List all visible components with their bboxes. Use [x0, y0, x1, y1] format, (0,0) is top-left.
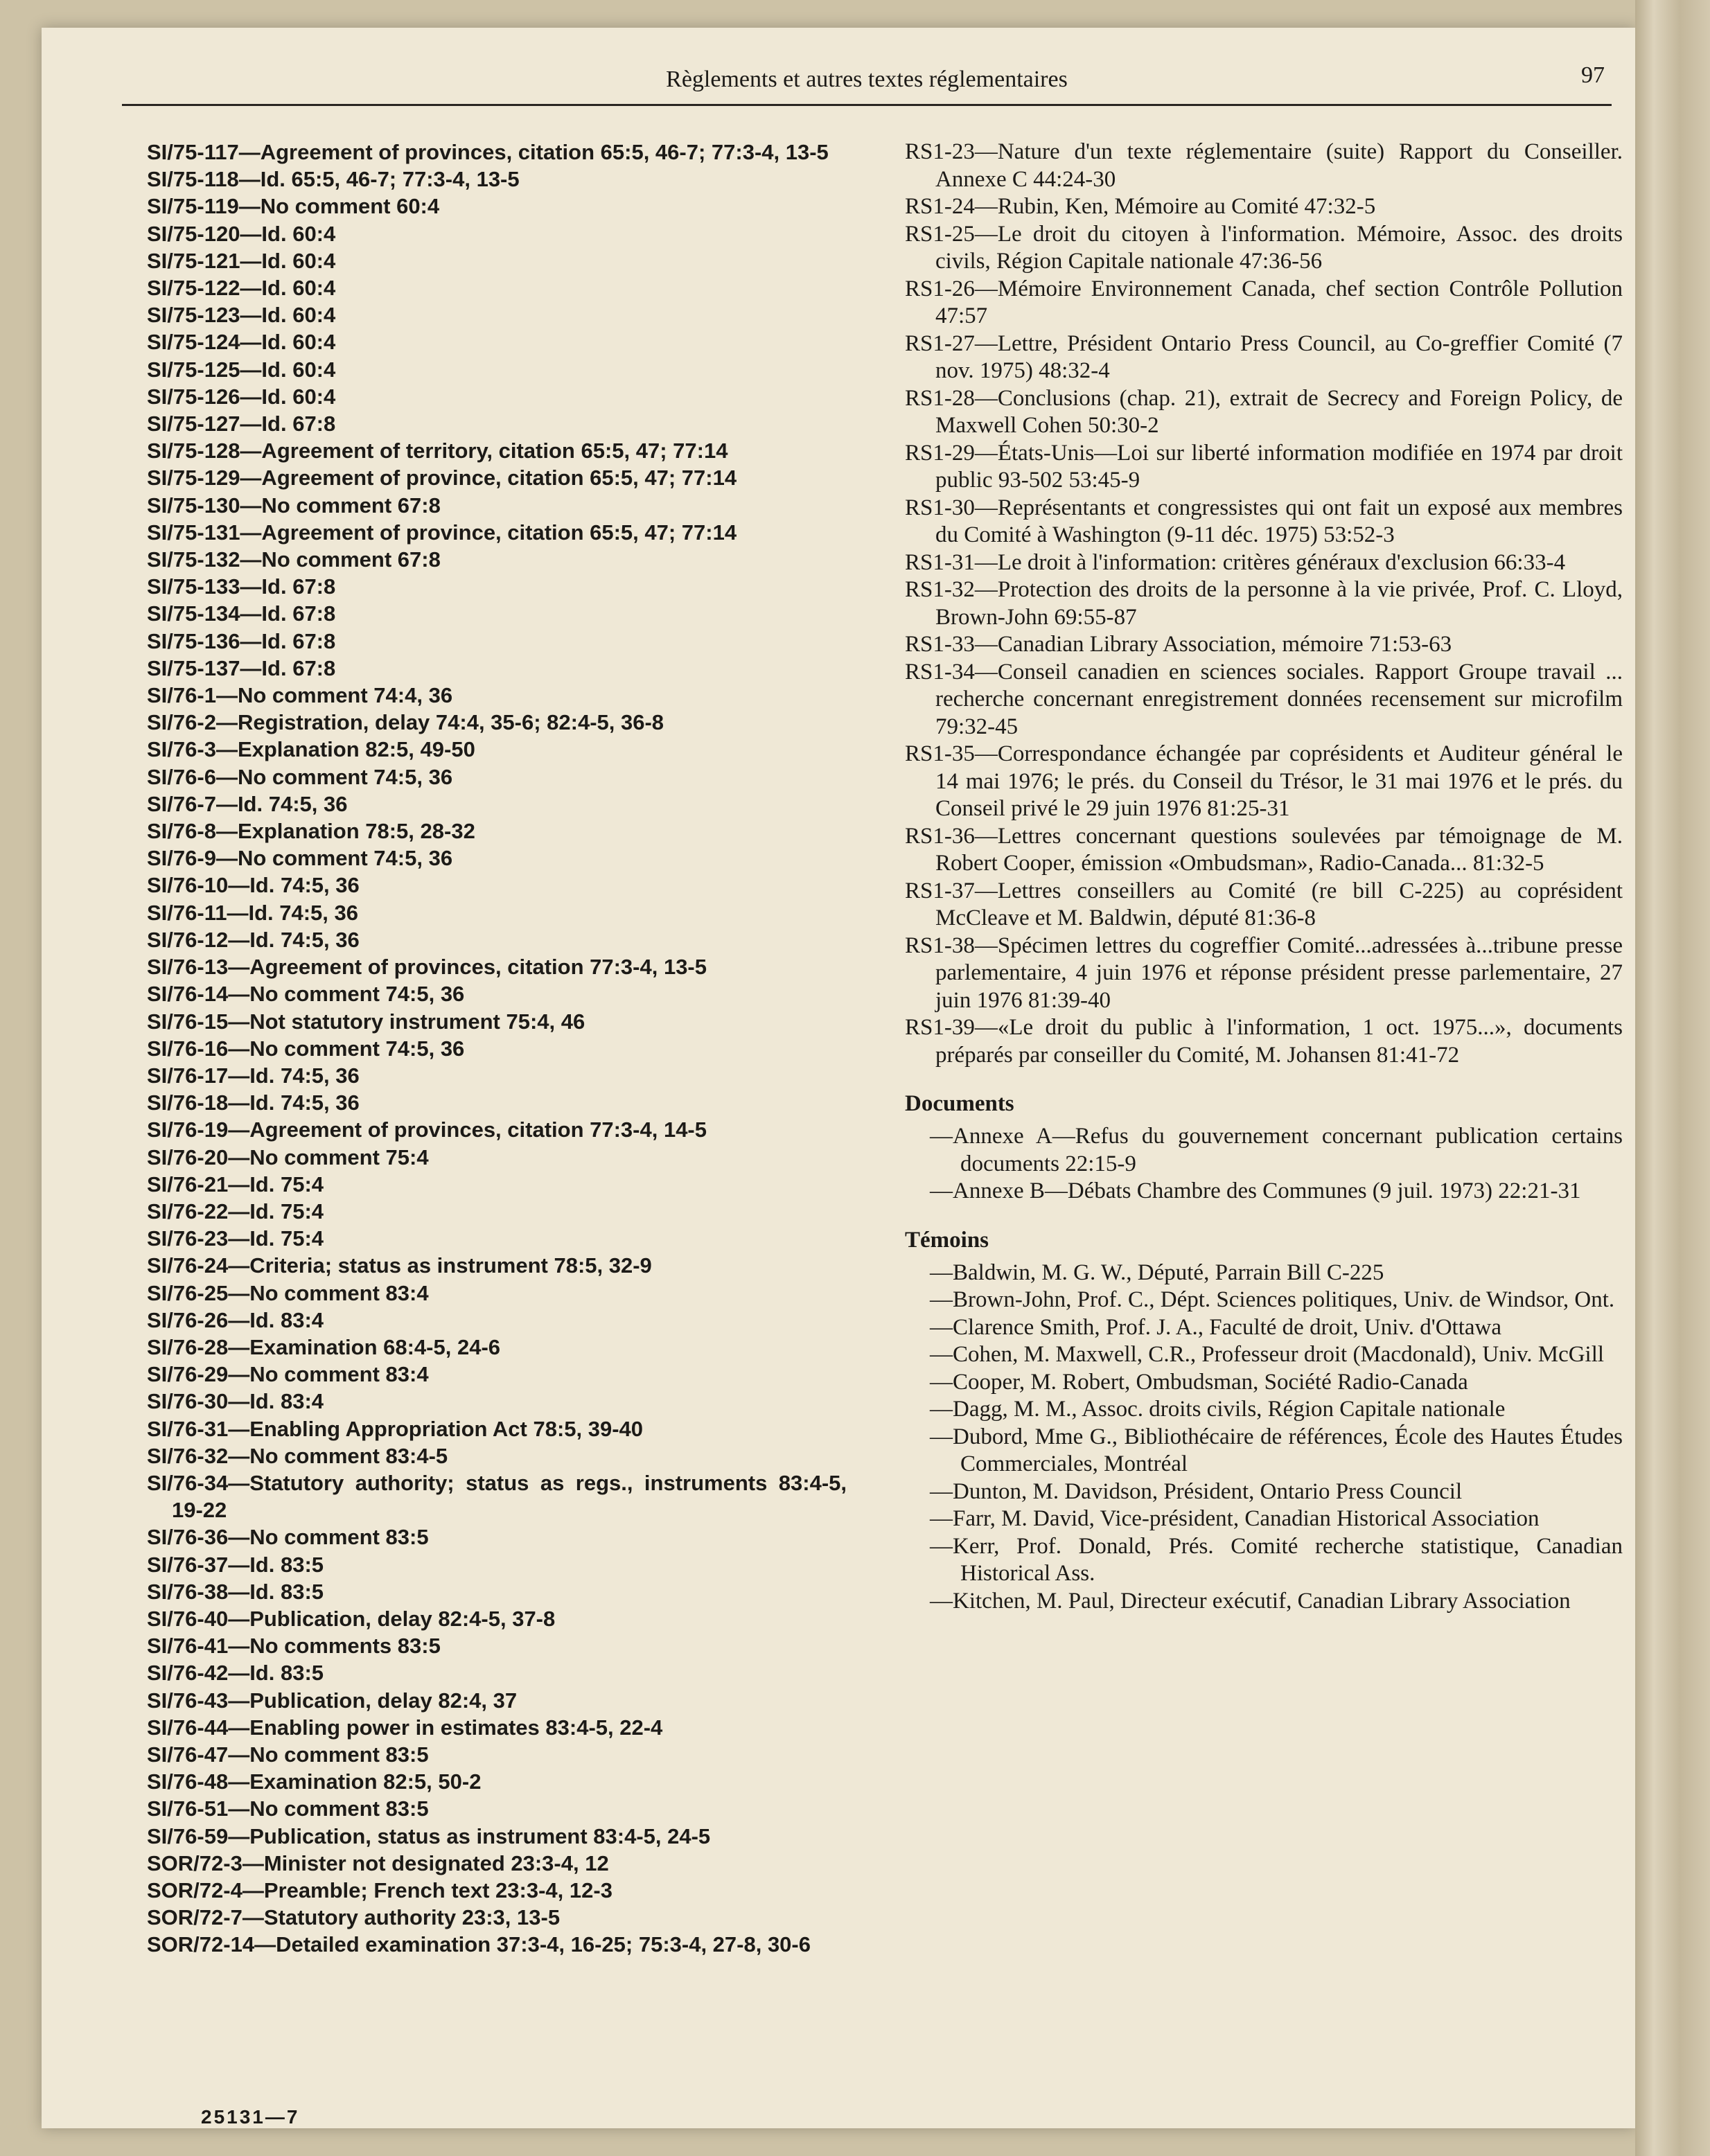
index-entry: SI/75-126—Id. 60:4 [147, 384, 336, 409]
rs-entry: RS1-27—Lettre, Président Ontario Press Council, au Co-greffier Comité (7 nov. 1975) 48:32-4 [905, 330, 1623, 383]
index-entry: SI/76-42—Id. 83:5 [147, 1661, 324, 1686]
rs-entry: RS1-32—Protection des droits de la personne à la vie privée, Prof. C. Lloyd, Brown-John 69:55-87 [905, 577, 1623, 630]
index-entry: SI/75-121—Id. 60:4 [147, 248, 336, 273]
rs-entry: RS1-23—Nature d'un texte réglementaire (suite) Rapport du Conseiller. Annexe C 44:24-30 [905, 139, 1623, 192]
index-entry: SI/76-23—Id. 75:4 [147, 1226, 324, 1251]
index-entry: SI/76-44—Enabling power in estimates 83:4-5, 22-4 [147, 1715, 663, 1740]
index-entry: SI/76-19—Agreement of provinces, citation 77:3-4, 14-5 [147, 1117, 707, 1142]
index-entry: SI/75-118—Id. 65:5, 46-7; 77:3-4, 13-5 [147, 167, 520, 192]
document-entry: —Annexe A—Refus du gouvernement concernant publication certains documents 22:15-9 [930, 1124, 1623, 1176]
rs-entry: RS1-25—Le droit du citoyen à l'information. Mémoire, Assoc. des droits civils, Région Capitale nationale 47:36-56 [905, 221, 1623, 274]
documents-list [905, 1123, 1623, 1205]
index-entry: SI/76-22—Id. 75:4 [147, 1199, 324, 1223]
index-entry: SI/75-132—No comment 67:8 [147, 547, 441, 572]
index-entry: SI/75-137—Id. 67:8 [147, 655, 336, 680]
temoin-entry: —Dubord, Mme G., Bibliothécaire de références, École des Hautes Études Commerciales, Montréal [930, 1424, 1623, 1476]
rs-entry: RS1-35—Correspondance échangée par coprésidents et Auditeur général le 14 mai 1976; le prés. du Conseil du Trésor, le 31 mai 1976 et le prés. du Conseil privé le 29 juin 1976 81:25-31 [905, 741, 1623, 821]
index-entry: SI/75-120—Id. 60:4 [147, 221, 336, 246]
index-entry: SI/76-32—No comment 83:4-5 [147, 1443, 448, 1468]
index-entry: SI/76-48—Examination 82:5, 50-2 [147, 1769, 482, 1794]
index-entry: SI/76-26—Id. 83:4 [147, 1307, 324, 1332]
temoin-entry: —Clarence Smith, Prof. J. A., Faculté de droit, Univ. d'Ottawa [930, 1314, 1501, 1340]
index-entry: SI/75-119—No comment 60:4 [147, 194, 440, 219]
rs-entry: RS1-29—États-Unis—Loi sur liberté information modifiée en 1974 par droit public 93-502 53:45-9 [905, 440, 1623, 493]
rs-entry: RS1-37—Lettres conseillers au Comité (re bill C-225) au coprésident McCleave et M. Baldwin, député 81:36-8 [905, 878, 1623, 930]
index-entry: SI/76-25—No comment 83:4 [147, 1280, 429, 1305]
index-entry: SI/75-130—No comment 67:8 [147, 493, 441, 518]
index-entry: SI/76-15—Not statutory instrument 75:4, 46 [147, 1009, 585, 1034]
temoin-entry: —Cooper, M. Robert, Ombudsman, Société Radio-Canada [930, 1369, 1468, 1395]
rs-entry: RS1-38—Spécimen lettres du cogreffier Comité...adressées à...tribune presse parlementaire, 4 juin 1976 et réponse président presse parlementaire, 27 juin 1976 81:39-40 [905, 933, 1623, 1013]
rs-entry: RS1-31—Le droit à l'information: critères généraux d'exclusion 66:33-4 [905, 549, 1566, 575]
index-entry: SI/76-28—Examination 68:4-5, 24-6 [147, 1334, 501, 1359]
index-entry: SI/76-17—Id. 74:5, 36 [147, 1063, 360, 1088]
index-entry: SI/76-3—Explanation 82:5, 49-50 [147, 737, 475, 762]
index-entry: SI/76-30—Id. 83:4 [147, 1389, 324, 1414]
index-entry: SI/76-6—No comment 74:5, 36 [147, 764, 453, 789]
index-entry: SOR/72-4—Preamble; French text 23:3-4, 12-3 [147, 1878, 612, 1902]
temoin-entry: —Kitchen, M. Paul, Directeur exécutif, Canadian Library Association [930, 1588, 1571, 1614]
index-entry: SI/75-131—Agreement of province, citation 65:5, 47; 77:14 [147, 520, 737, 545]
index-entry: SI/76-29—No comment 83:4 [147, 1362, 429, 1387]
index-entry: SI/76-24—Criteria; status as instrument 78:5, 32-9 [147, 1253, 652, 1278]
index-entry: SI/76-37—Id. 83:5 [147, 1552, 324, 1577]
index-entry: SI/76-51—No comment 83:5 [147, 1796, 429, 1821]
left-column [147, 139, 847, 1959]
rs-index-list [905, 139, 1623, 1069]
index-entry: SI/76-36—No comment 83:5 [147, 1525, 429, 1550]
temoin-entry: —Dunton, M. Davidson, Président, Ontario Press Council [930, 1478, 1463, 1504]
index-entry: SI/75-133—Id. 67:8 [147, 574, 336, 599]
rs-entry: RS1-26—Mémoire Environnement Canada, chef section Contrôle Pollution 47:57 [905, 276, 1623, 328]
instrument-index-list [147, 139, 847, 1959]
index-entry: SI/75-117—Agreement of provinces, citation 65:5, 46-7; 77:3-4, 13-5 [147, 140, 829, 164]
index-entry: SI/76-16—No comment 74:5, 36 [147, 1036, 465, 1061]
temoin-entry: —Brown-John, Prof. C., Dépt. Sciences politiques, Univ. de Windsor, Ont. [930, 1287, 1615, 1312]
running-header [122, 62, 1612, 106]
temoin-entry: —Kerr, Prof. Donald, Prés. Comité recherche statistique, Canadian Historical Ass. [930, 1533, 1623, 1586]
index-entry: SI/76-10—Id. 74:5, 36 [147, 873, 360, 898]
index-entry: SI/76-21—Id. 75:4 [147, 1172, 324, 1196]
rs-entry: RS1-33—Canadian Library Association, mémoire 71:53-63 [905, 632, 1452, 657]
right-column [905, 139, 1623, 1615]
index-entry: SI/76-41—No comments 83:5 [147, 1634, 441, 1659]
rs-entry: RS1-34—Conseil canadien en sciences sociales. Rapport Groupe travail ... recherche concernant enregistrement données recensement sur microfilm 79:32-45 [905, 659, 1623, 739]
index-entry: SI/76-40—Publication, delay 82:4-5, 37-8 [147, 1606, 556, 1631]
temoins-list [905, 1260, 1623, 1616]
index-entry: SI/76-7—Id. 74:5, 36 [147, 791, 348, 816]
index-entry: SI/76-47—No comment 83:5 [147, 1742, 429, 1767]
print-code: 25131—7 [201, 2106, 300, 2128]
index-entry: SI/75-127—Id. 67:8 [147, 412, 336, 436]
index-entry: SI/76-20—No comment 75:4 [147, 1145, 429, 1169]
index-entry: SI/75-128—Agreement of territory, citation 65:5, 47; 77:14 [147, 439, 728, 463]
index-entry: SI/76-12—Id. 74:5, 36 [147, 927, 360, 952]
document-entry: —Annexe B—Débats Chambre des Communes (9 juil. 1973) 22:21-31 [930, 1178, 1581, 1203]
rs-entry: RS1-28—Conclusions (chap. 21), extrait de Secrecy and Foreign Policy, de Maxwell Cohen 50:30-2 [905, 385, 1623, 438]
rs-entry: RS1-39—«Le droit du public à l'information, 1 oct. 1975...», documents préparés par conseiller du Comité, M. Johansen 81:41-72 [905, 1015, 1623, 1068]
index-entry: SI/76-8—Explanation 78:5, 28-32 [147, 819, 475, 844]
page-edge [1635, 0, 1710, 2156]
temoin-entry: —Baldwin, M. G. W., Député, Parrain Bill C-225 [930, 1260, 1384, 1285]
temoin-entry: —Cohen, M. Maxwell, C.R., Professeur droit (Macdonald), Univ. McGill [930, 1342, 1605, 1367]
index-entry: SI/76-34—Statutory authority; status as regs., instruments 83:4-5, 19-22 [147, 1470, 847, 1523]
index-entry: SI/75-122—Id. 60:4 [147, 276, 336, 301]
index-entry: SI/75-124—Id. 60:4 [147, 330, 336, 355]
index-entry: SI/76-2—Registration, delay 74:4, 35-6; 82:4-5, 36-8 [147, 710, 664, 735]
temoin-entry: —Farr, M. David, Vice-président, Canadian Historical Association [930, 1506, 1540, 1531]
running-title: Règlements et autres textes réglementaires [666, 67, 1068, 92]
index-entry: SI/75-123—Id. 60:4 [147, 303, 336, 328]
index-entry: SI/76-14—No comment 74:5, 36 [147, 982, 465, 1007]
index-entry: SI/76-59—Publication, status as instrument 83:4-5, 24-5 [147, 1823, 711, 1848]
index-entry: SI/75-125—Id. 60:4 [147, 357, 336, 382]
index-entry: SI/76-18—Id. 74:5, 36 [147, 1090, 360, 1115]
index-entry: SOR/72-14—Detailed examination 37:3-4, 16-25; 75:3-4, 27-8, 30-6 [147, 1932, 811, 1957]
index-entry: SOR/72-7—Statutory authority 23:3, 13-5 [147, 1905, 561, 1930]
temoins-heading: Témoins [905, 1227, 989, 1253]
index-entry: SI/76-11—Id. 74:5, 36 [147, 900, 359, 925]
index-entry: SI/75-136—Id. 67:8 [147, 628, 336, 653]
index-entry: SI/76-1—No comment 74:4, 36 [147, 683, 453, 708]
index-entry: SI/76-31—Enabling Appropriation Act 78:5, 39-40 [147, 1416, 644, 1441]
temoin-entry: —Dagg, M. M., Assoc. droits civils, Région Capitale nationale [930, 1397, 1506, 1422]
index-entry: SI/76-13—Agreement of provinces, citation 77:3-4, 13-5 [147, 955, 707, 980]
index-entry: SOR/72-3—Minister not designated 23:3-4, 12 [147, 1850, 609, 1875]
documents-heading: Documents [905, 1091, 1014, 1116]
index-entry: SI/75-129—Agreement of province, citation 65:5, 47; 77:14 [147, 466, 737, 491]
page-number: 97 [1581, 62, 1605, 88]
index-entry: SI/76-9—No comment 74:5, 36 [147, 846, 453, 871]
index-entry: SI/75-134—Id. 67:8 [147, 601, 336, 626]
rs-entry: RS1-24—Rubin, Ken, Mémoire au Comité 47:32-5 [905, 194, 1376, 219]
rs-entry: RS1-36—Lettres concernant questions soulevées par témoignage de M. Robert Cooper, émission «Ombudsman», Radio-Canada... 81:32-5 [905, 823, 1623, 876]
index-entry: SI/76-43—Publication, delay 82:4, 37 [147, 1688, 518, 1713]
rs-entry: RS1-30—Représentants et congressistes qui ont fait un exposé aux membres du Comité à Washington (9-11 déc. 1975) 53:52-3 [905, 495, 1623, 547]
index-entry: SI/76-38—Id. 83:5 [147, 1579, 324, 1604]
